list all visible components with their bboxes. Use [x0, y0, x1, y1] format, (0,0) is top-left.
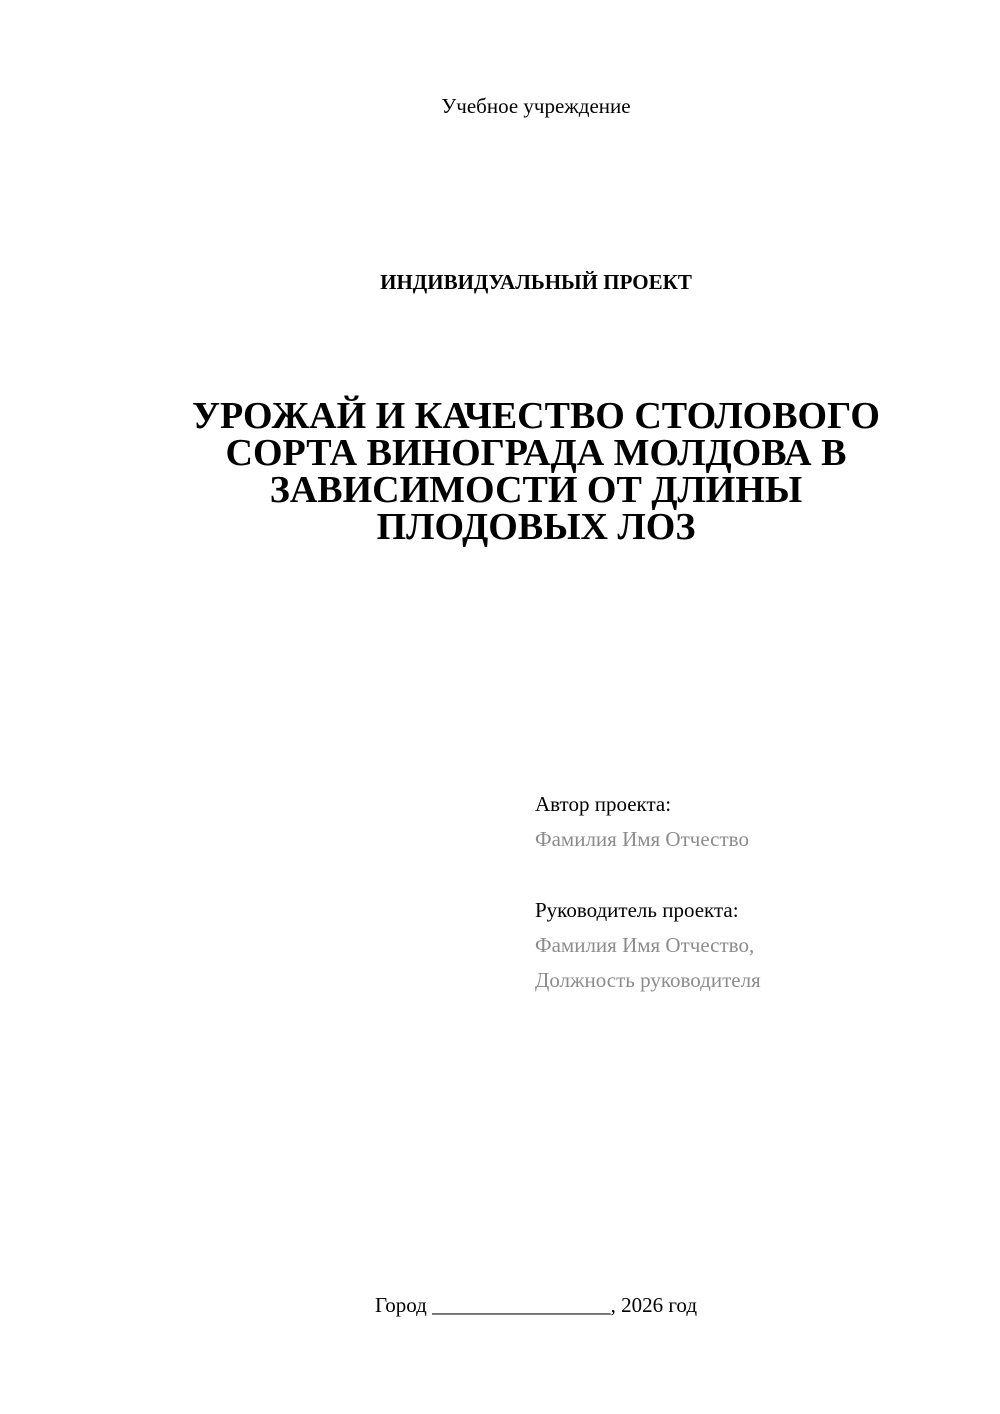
author-name-placeholder: Фамилия Имя Отчество [535, 827, 749, 851]
supervisor-label: Руководитель проекта: [535, 898, 739, 922]
supervisor-name-placeholder: Фамилия Имя Отчество, [535, 933, 755, 957]
author-label: Автор проекта: [535, 792, 672, 816]
project-type-heading: ИНДИВИДУАЛЬНЫЙ ПРОЕКТ [380, 270, 692, 294]
author-block [535, 787, 975, 857]
project-title-line: СОРТА ВИНОГРАДА МОЛДОВА В [225, 432, 847, 474]
project-title [0, 395, 1000, 548]
project-title-line: ПЛОДОВЫХ ЛОЗ [376, 506, 696, 548]
project-title-line: ЗАВИСИМОСТИ ОТ ДЛИНЫ [269, 469, 803, 511]
institution-name: Учебное учреждение [441, 94, 631, 118]
city-year-footer: Город _________________, 2026 год [374, 1293, 698, 1317]
supervisor-block [535, 893, 975, 998]
project-title-line: УРОЖАЙ И КАЧЕСТВО СТОЛОВОГО [192, 395, 880, 437]
supervisor-position-placeholder: Должность руководителя [535, 968, 761, 992]
